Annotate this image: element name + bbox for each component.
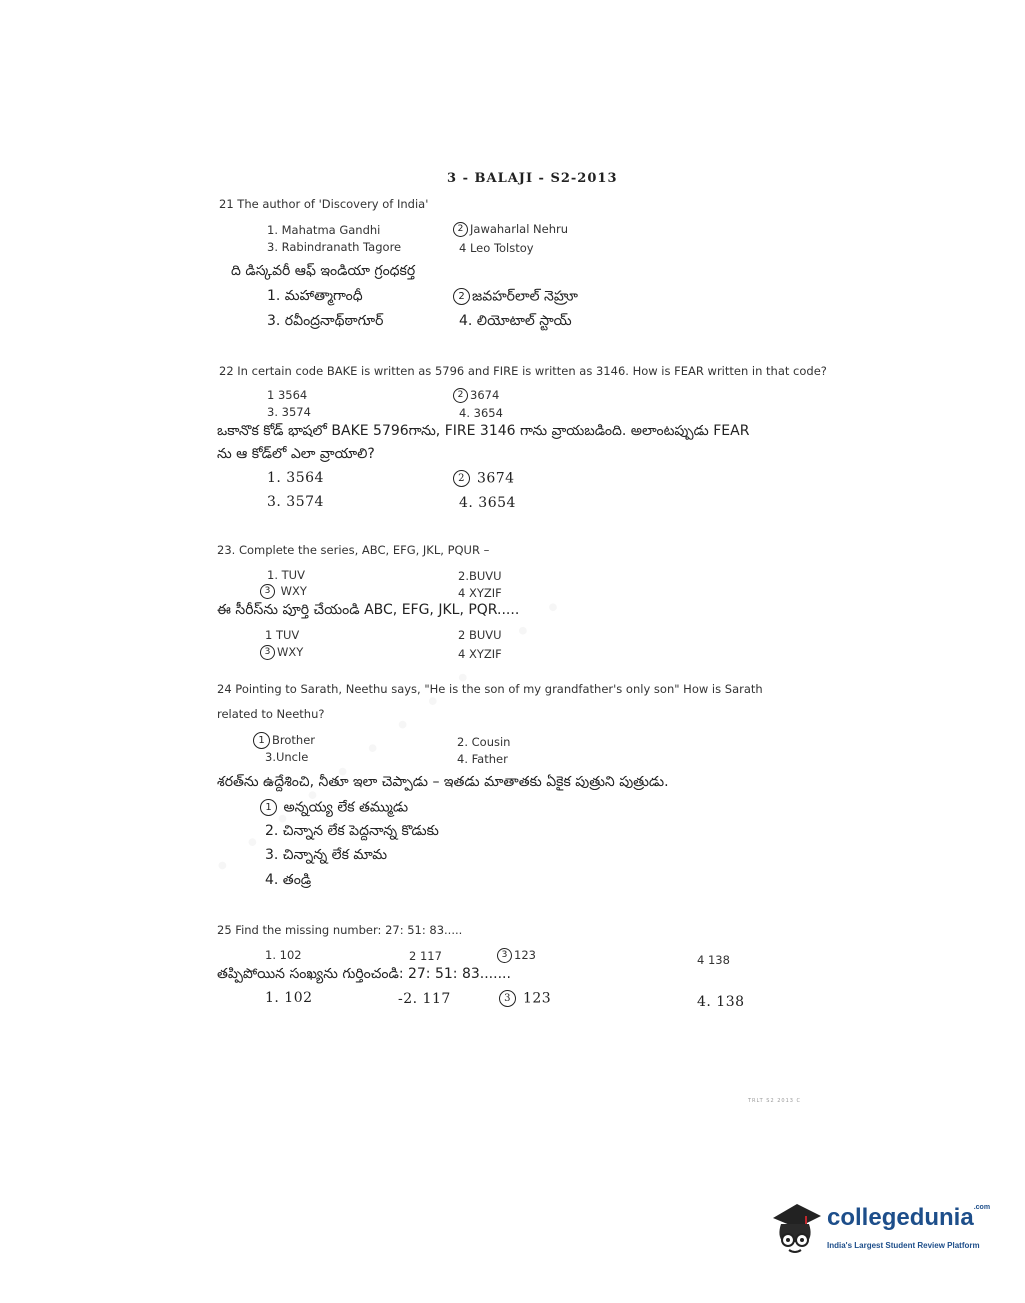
q22-question-te-line1: ఒకానొక కోడ్ భాషలో BAKE 5796గాను, FIRE 3146 గాను వ్రాయబడింది. అలాంటప్పుడు FEAR (217, 423, 750, 439)
q24-option-2-te: 2. చిన్నాన లేక పెద్దనాన్న కొడుకు (265, 823, 439, 839)
q21-option-3-te: 3. రవీంద్రనాథ్‌ఠాగూర్ (267, 313, 384, 329)
q22-question-te-line2: ను ఆ కోడ్‌లో ఎలా వ్రాయాలి? (217, 446, 375, 462)
q24-option-1-te: 1 అన్నయ్య లేక తమ్ముడు (260, 799, 408, 819)
q24-option-4-en: 4. Father (457, 752, 508, 766)
q25-option-4-en: 4 138 (697, 953, 730, 967)
q21-option-1-te: 1. మహాత్మాగాంధీ (267, 288, 363, 304)
logo-wordmark: collegedunia$^{.com}$ (827, 1204, 991, 1231)
answer-circle: 3 (497, 948, 512, 963)
q24-option-1-en: 1 Brother (253, 732, 315, 749)
q21-question-te: ది డిస్కవరీ ఆఫ్ ఇండియా గ్రంధకర్త (231, 263, 416, 279)
answer-circle: 3 (260, 645, 275, 660)
q25-option-2-en: 2 117 (409, 949, 442, 963)
q25-question-en: 25 Find the missing number: 27: 51: 83..... (217, 923, 463, 937)
answer-circle: 3 (499, 990, 516, 1007)
q24-option-3-te: 3. చిన్నాన్న లేక మామ (265, 847, 388, 863)
answer-circle: 1 (260, 799, 277, 816)
q21-option-4-te: 4. లియోటాల్ స్టాయ్ (459, 313, 572, 329)
q24-option-4-te: 4. తండ్రి (265, 872, 312, 888)
q21-option-1-en: 1. Mahatma Gandhi (267, 223, 381, 237)
q23-question-te: ఈ సీరీస్‌ను పూర్తి చేయండి ABC, EFG, JKL, PQR..... (217, 602, 520, 618)
answer-circle: 1 (253, 732, 270, 749)
q23-option-3-en: 3 WXY (260, 584, 307, 599)
logo-tagline: India's Largest Student Review Platform (827, 1241, 980, 1250)
q22-option-1-en: 1 3564 (267, 388, 308, 402)
answer-circle: 2 (453, 470, 470, 487)
q24-option-2-en: 2. Cousin (457, 735, 511, 749)
q23-option-4-te: 4 XYZIF (458, 647, 502, 661)
q24-question-en-line1: 24 Pointing to Sarath, Neethu says, "He is the son of my grandfather's only son" How is Sarath (217, 682, 763, 696)
q25-option-3-te: 3 123 (499, 990, 551, 1007)
answer-circle: 2 (453, 388, 468, 403)
page-header: 3 - BALAJI - S2-2013 (447, 171, 618, 186)
collegedunia-logo (767, 1196, 997, 1266)
q22-option-3-te: 3. 3574 (267, 494, 324, 510)
q23-option-1-en: 1. TUV (267, 568, 305, 582)
q22-option-2-en: 2 3674 (453, 388, 499, 403)
q22-option-1-te: 1. 3564 (267, 470, 324, 486)
q25-option-3-en: 3 123 (497, 948, 536, 963)
q25-option-4-te: 4. 138 (697, 994, 745, 1010)
q24-question-te: శరత్‌ను ఉద్దేశించి, నీతూ ఇలా చెప్పాడు – ఇతడు మాతాతకు ఏకైక పుత్రుని పుత్రుడు. (217, 774, 669, 790)
q22-option-3-en: 3. 3574 (267, 405, 311, 419)
q21-option-3-en: 3. Rabindranath Tagore (267, 240, 402, 254)
q21-question-en: 21 The author of 'Discovery of India' (219, 197, 429, 211)
answer-circle: 2 (453, 288, 470, 305)
footer-code: TRLT S2 2013 C (748, 1098, 802, 1104)
q22-option-4-en: 4. 3654 (459, 406, 503, 420)
q23-option-2-en: 2.BUVU (458, 569, 502, 583)
q25-option-1-en: 1. 102 (265, 948, 302, 962)
answer-circle: 3 (260, 584, 275, 599)
q23-question-en: 23. Complete the series, ABC, EFG, JKL, PQUR – (217, 543, 490, 557)
q25-question-te: తప్పిపోయిన సంఖ్యను గుర్తించండి: 27: 51: 83....... (217, 966, 511, 982)
q25-option-1-te: 1. 102 (265, 990, 313, 1006)
q21-option-4-en: 4 Leo Tolstoy (459, 241, 534, 255)
answer-circle: 2 (453, 222, 468, 237)
q23-option-2-te: 2 BUVU (458, 628, 502, 642)
q23-option-1-te: 1 TUV (265, 628, 300, 642)
q24-question-en-line2: related to Neethu? (217, 707, 325, 721)
q25-option-2-te: -2. 117 (398, 991, 451, 1007)
q22-option-2-te: 2 3674 (453, 470, 515, 487)
q21-option-2-en: 2 Jawaharlal Nehru (453, 222, 568, 237)
q21-option-2-te: 2 జవహర్‌లాల్ నెహ్రూ (453, 288, 578, 308)
q23-option-4-en: 4 XYZIF (458, 586, 502, 600)
q22-option-4-te: 4. 3654 (459, 495, 516, 511)
q24-option-3-en: 3.Uncle (265, 750, 309, 764)
q22-question-en: 22 In certain code BAKE is written as 5796 and FIRE is written as 3146. How is FEAR written in that code? (219, 364, 827, 378)
mascot-icon (767, 1196, 825, 1258)
q23-option-3-te: 3 WXY (260, 645, 303, 660)
